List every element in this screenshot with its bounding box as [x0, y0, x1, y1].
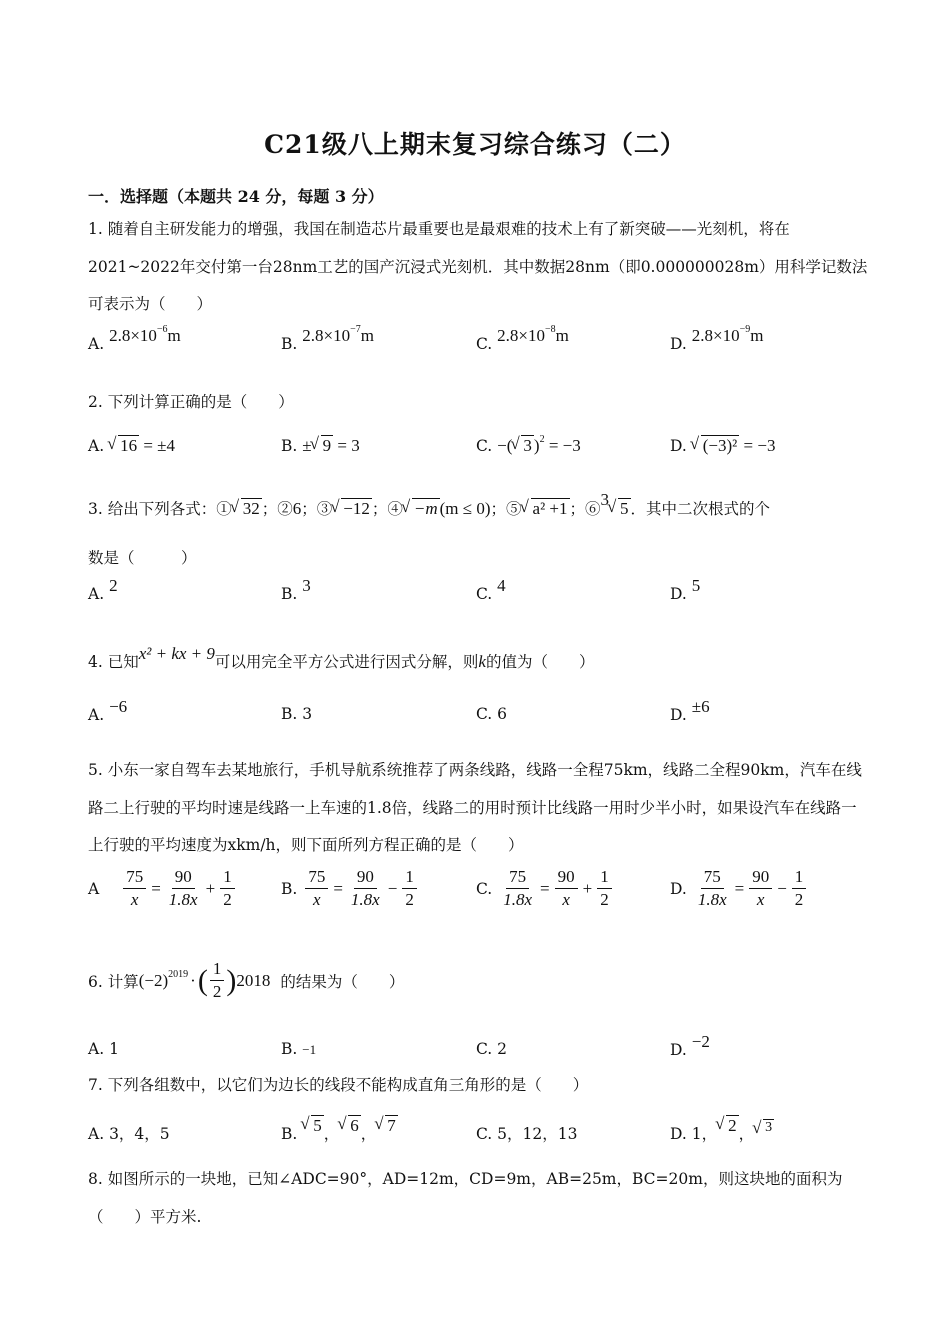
q7-option-d[interactable]: D. 1，√ 2 ，√ 3	[670, 1122, 774, 1144]
q6-option-b[interactable]: B. −1	[281, 1040, 317, 1058]
q5-option-d[interactable]: D. $\frac{75}{1.8x}$ = $\frac{90}{x}$ − $\frac{1}{2}$	[670, 866, 808, 911]
q3-option-c[interactable]: C. 4	[476, 576, 506, 603]
q3-option-d[interactable]: D. 5	[670, 576, 701, 603]
q4-option-b[interactable]: B. 3	[281, 705, 313, 723]
question-1-text: 1. 随着自主研发能力的增强，我国在制造芯片最重要也是最艰难的技术上有了新突破——光刻机，将在2021~2022年交付第一台28nm工艺的国产沉浸式光刻机．其中数据28nm（即0.000000028m）用科学记数法可表示为（ ）	[88, 220, 868, 313]
q2-option-d[interactable]: D. √ (−3)² = −3	[670, 436, 775, 456]
question-4-text: 4. 已知x² + kx + 9可以用完全平方公式进行因式分解，则k的值为（ ）	[88, 644, 595, 671]
q1-option-d[interactable]: D. $2.8\times 10^{-9}m$	[670, 324, 764, 353]
q7-option-b[interactable]: B. √ 5 ，√ 6 ，√ 7	[281, 1122, 398, 1144]
q1-option-c[interactable]: C. $2.8\times 10^{-8}m$	[476, 324, 569, 353]
question-7-text: 7. 下列各组数中，以它们为边长的线段不能构成直角三角形的是（ ）	[88, 1076, 589, 1094]
question-3-line2: 数是（ ）	[88, 549, 197, 567]
page-title: C21级八上期末复习综合练习（二）	[264, 130, 686, 159]
question-5-text: 5. 小东一家自驾车去某地旅行，手机导航系统推荐了两条线路，线路一全程75km，线路二全程90km，汽车在线路二上行驶的平均时速是线路一上车速的1.8倍，线路二的用时预计比线路一用时少半小时，如果设汽车在线路一上行驶的平均速度为xkm/h，则下面所列方程正确的是（ ）	[88, 761, 862, 854]
section-heading: 一．选择题（本题共 24 分，每题 3 分）	[88, 187, 384, 206]
question-6-text: 6. 计算 $(-2)^{2019}$ · ( $\frac{1}{2}$ ) 2018 的结果为（ ）	[88, 959, 405, 1001]
question-8-text: 8. 如图所示的一块地，已知∠ADC=90°，AD=12m，CD=9m，AB=25m，BC=20m，则这块地的面积为（ ）平方米.	[88, 1170, 843, 1226]
q2-option-c[interactable]: C. −(√ 3 )$^2$ = −3	[476, 436, 581, 456]
question-2-text: 2. 下列计算正确的是（ ）	[88, 393, 294, 411]
q3-option-b[interactable]: B. 3	[281, 576, 311, 603]
q2-option-a[interactable]: A. √ 16 = ±4	[88, 436, 175, 456]
q6-option-d[interactable]: D. −2	[670, 1032, 710, 1059]
q5-option-c[interactable]: C. $\frac{75}{1.8x}$ = $\frac{90}{x}$ + $\frac{1}{2}$	[476, 866, 614, 911]
q5-option-a[interactable]: A $\frac{75}{x}$ = $\frac{90}{1.8x}$ + $\frac{1}{2}$	[88, 866, 237, 911]
q4-option-c[interactable]: C. 6	[476, 705, 508, 723]
q6-option-a[interactable]: A. 1	[88, 1040, 119, 1058]
q2-option-b[interactable]: B. ±√ 9 = 3	[281, 436, 360, 456]
q3-option-a[interactable]: A. 2	[88, 576, 118, 603]
q7-option-a[interactable]: A. 3，4，5	[88, 1125, 170, 1143]
q7-option-c[interactable]: C. 5，12，13	[476, 1125, 578, 1143]
q4-option-a[interactable]: A. −6	[88, 697, 128, 724]
q4-option-d[interactable]: D. ±6	[670, 697, 710, 724]
question-3-text: 3. 给出下列各式：①√ 32 ；②6；③√ −12 ；④√ −m (m ≤ 0)；⑤√ a² +1 ；⑥$^3$√ 5 ．其中二次根式的个	[88, 497, 770, 519]
q1-option-b[interactable]: B. $2.8\times 10^{-7}m$	[281, 324, 374, 353]
q1-option-a[interactable]: A. $2.8\times 10^{-6}m$	[88, 324, 181, 353]
q6-option-c[interactable]: C. 2	[476, 1040, 508, 1058]
q5-option-b[interactable]: B. $\frac{75}{x}$ = $\frac{90}{1.8x}$ − $\frac{1}{2}$	[281, 866, 419, 911]
